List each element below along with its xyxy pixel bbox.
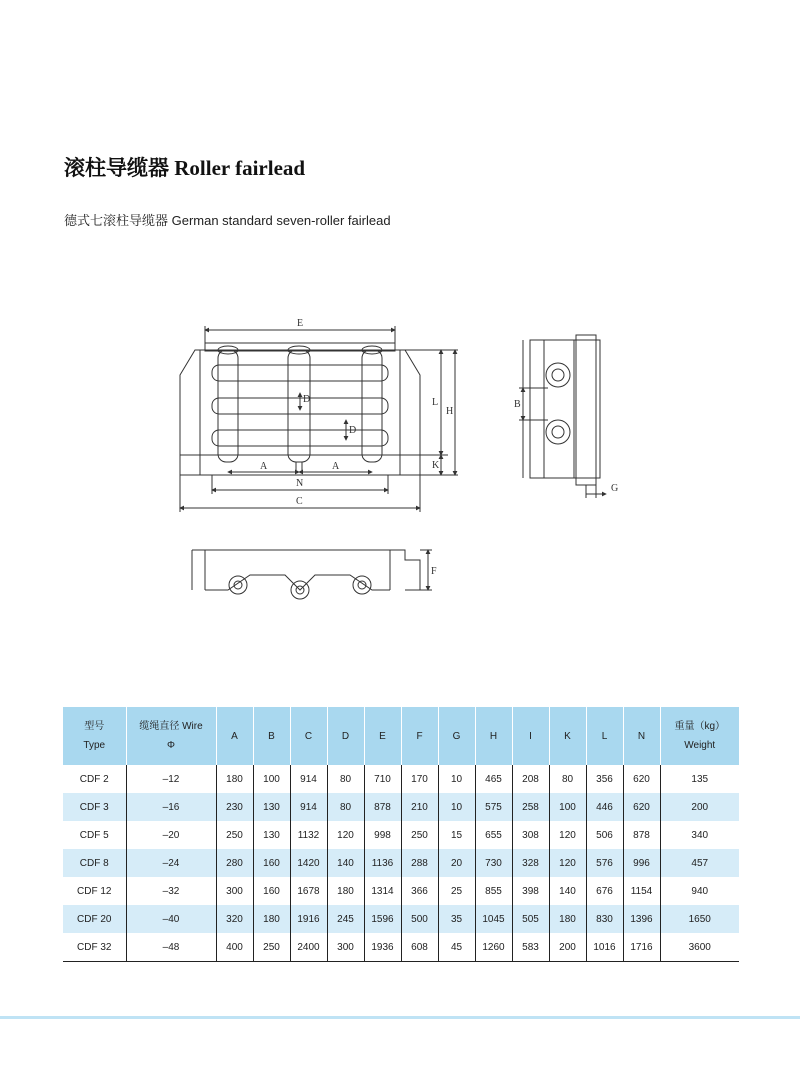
table-cell: 710 xyxy=(364,765,401,793)
table-cell: 180 xyxy=(327,877,364,905)
table-cell: 855 xyxy=(475,877,512,905)
table-cell: 500 xyxy=(401,905,438,933)
table-cell: 1716 xyxy=(623,933,660,962)
table-row xyxy=(63,933,739,962)
column-header xyxy=(438,707,475,765)
label-a-left: A xyxy=(260,461,268,472)
column-header-label: B xyxy=(268,730,275,742)
table-cell: 35 xyxy=(438,905,475,933)
table-row xyxy=(63,905,739,933)
table-cell: 1420 xyxy=(290,849,327,877)
column-header xyxy=(63,707,126,765)
table-cell: 1916 xyxy=(290,905,327,933)
table-cell: 258 xyxy=(512,793,549,821)
table-cell: 245 xyxy=(327,905,364,933)
table-cell: –12 xyxy=(126,765,216,793)
table-cell: 160 xyxy=(253,877,290,905)
table-cell: 250 xyxy=(253,933,290,962)
label-f: F xyxy=(431,566,437,577)
label-n: N xyxy=(296,478,304,489)
table-cell: 80 xyxy=(327,765,364,793)
label-d2: D xyxy=(349,425,357,436)
table-cell: 2400 xyxy=(290,933,327,962)
table-cell: 80 xyxy=(549,765,586,793)
table-cell: 1396 xyxy=(623,905,660,933)
table-cell: 878 xyxy=(364,793,401,821)
column-header-label: D xyxy=(341,730,350,742)
table-cell: 140 xyxy=(549,877,586,905)
column-header xyxy=(126,707,216,765)
table-cell: 170 xyxy=(401,765,438,793)
table-cell: 1136 xyxy=(364,849,401,877)
table-row xyxy=(63,793,739,821)
column-header xyxy=(401,707,438,765)
table-cell: 25 xyxy=(438,877,475,905)
label-h: H xyxy=(446,406,454,417)
table-cell: 120 xyxy=(327,821,364,849)
table-cell: –48 xyxy=(126,933,216,962)
table-cell: 80 xyxy=(327,793,364,821)
table-cell: 620 xyxy=(623,765,660,793)
column-header-label: F xyxy=(416,730,423,742)
bottom-view xyxy=(192,550,432,599)
label-k: K xyxy=(432,460,440,471)
table-cell: 250 xyxy=(401,821,438,849)
table-cell: 45 xyxy=(438,933,475,962)
table-cell: 180 xyxy=(216,765,253,793)
table-cell: 676 xyxy=(586,877,623,905)
column-header-label: I xyxy=(529,730,532,742)
table-cell: 1936 xyxy=(364,933,401,962)
column-header xyxy=(586,707,623,765)
column-header-label: A xyxy=(231,730,238,742)
table-cell: 400 xyxy=(216,933,253,962)
table-cell: –32 xyxy=(126,877,216,905)
label-b: B xyxy=(514,399,521,410)
column-header xyxy=(512,707,549,765)
table-cell: 210 xyxy=(401,793,438,821)
label-l: L xyxy=(432,397,439,408)
column-header-label: K xyxy=(564,730,571,742)
column-header xyxy=(253,707,290,765)
column-header-label: G xyxy=(452,730,461,742)
table-cell: 180 xyxy=(253,905,290,933)
table-cell: 878 xyxy=(623,821,660,849)
footer-line xyxy=(0,1016,800,1019)
column-header xyxy=(623,707,660,765)
table-cell: 1154 xyxy=(623,877,660,905)
table-cell: –40 xyxy=(126,905,216,933)
column-header-label: L xyxy=(601,730,608,742)
table-cell: 505 xyxy=(512,905,549,933)
table-cell: –20 xyxy=(126,821,216,849)
table-cell: 100 xyxy=(253,765,290,793)
table-cell: 130 xyxy=(253,821,290,849)
table-cell: 250 xyxy=(216,821,253,849)
column-header-sublabel: Weight xyxy=(684,740,716,751)
table-row xyxy=(63,849,739,877)
table-row xyxy=(63,821,739,849)
column-header-label: N xyxy=(637,730,646,742)
table-cell: 320 xyxy=(216,905,253,933)
table-cell: –24 xyxy=(126,849,216,877)
table-cell: 830 xyxy=(586,905,623,933)
column-header xyxy=(660,707,739,765)
column-header-sublabel: Type xyxy=(83,740,106,751)
table-cell: CDF 32 xyxy=(63,933,126,962)
table-cell: CDF 5 xyxy=(79,829,109,841)
table-cell: 583 xyxy=(512,933,549,962)
table-cell: –16 xyxy=(126,793,216,821)
label-a-right: A xyxy=(332,461,340,472)
table-cell: 1314 xyxy=(364,877,401,905)
page-title: 滚柱导缆器 Roller fairlead xyxy=(64,156,306,180)
table-cell: 914 xyxy=(290,793,327,821)
table-cell: 280 xyxy=(216,849,253,877)
table-cell: CDF 2 xyxy=(79,773,109,785)
column-header-label: C xyxy=(304,730,313,742)
table-cell: 655 xyxy=(475,821,512,849)
column-header-sublabel: Φ xyxy=(167,740,175,751)
column-header-label: H xyxy=(489,730,498,742)
column-header xyxy=(216,707,253,765)
table-cell: 230 xyxy=(216,793,253,821)
spec-table xyxy=(63,707,739,962)
table-cell: 300 xyxy=(216,877,253,905)
table-cell: CDF 3 xyxy=(63,793,126,821)
column-header-label: 重量（kg） xyxy=(674,721,726,732)
front-view xyxy=(180,326,458,512)
table-cell: CDF 8 xyxy=(63,849,126,877)
label-d: D xyxy=(303,394,311,405)
table-cell: 575 xyxy=(475,793,512,821)
table-header-row xyxy=(63,707,739,765)
table-row xyxy=(63,877,739,905)
table-cell: 130 xyxy=(253,793,290,821)
table-cell: 100 xyxy=(549,793,586,821)
table-cell: 180 xyxy=(549,905,586,933)
table-cell: 208 xyxy=(512,765,549,793)
table-cell: 1132 xyxy=(290,821,327,849)
table-cell: 160 xyxy=(253,849,290,877)
table-cell: 465 xyxy=(475,765,512,793)
table-cell: 1260 xyxy=(475,933,512,962)
table-cell: 914 xyxy=(290,765,327,793)
table-cell: 10 xyxy=(438,765,475,793)
label-c: C xyxy=(296,496,303,507)
table-row xyxy=(63,765,739,793)
table-cell: 340 xyxy=(660,821,739,849)
table-cell: 457 xyxy=(660,849,739,877)
table-cell: 135 xyxy=(660,765,739,793)
column-header xyxy=(475,707,512,765)
column-header-label: 缆绳直径 Wire xyxy=(139,721,203,732)
table-cell: 398 xyxy=(512,877,549,905)
page-subtitle: 德式七滚柱导缆器 German standard seven-roller fairlead xyxy=(64,213,391,228)
table-cell: 996 xyxy=(623,849,660,877)
table-cell: 366 xyxy=(401,877,438,905)
table-cell: 620 xyxy=(623,793,660,821)
column-header xyxy=(327,707,364,765)
drawing-labels xyxy=(260,318,618,577)
table-cell: 120 xyxy=(549,821,586,849)
table-cell: 1650 xyxy=(660,905,739,933)
table-cell: 1678 xyxy=(290,877,327,905)
column-header xyxy=(290,707,327,765)
table-cell: 328 xyxy=(512,849,549,877)
table-cell: 15 xyxy=(438,821,475,849)
table-cell: 308 xyxy=(512,821,549,849)
table-cell: 200 xyxy=(549,933,586,962)
table-cell: 506 xyxy=(586,821,623,849)
table-cell: 356 xyxy=(586,765,623,793)
side-view xyxy=(519,335,606,498)
table-cell: 300 xyxy=(327,933,364,962)
table-cell: 140 xyxy=(327,849,364,877)
table-cell: 20 xyxy=(438,849,475,877)
table-cell: 200 xyxy=(660,793,739,821)
table-cell: 288 xyxy=(401,849,438,877)
table-cell: 730 xyxy=(475,849,512,877)
table-cell: 576 xyxy=(586,849,623,877)
table-cell: 120 xyxy=(549,849,586,877)
table-cell: 3600 xyxy=(660,933,739,962)
column-header xyxy=(549,707,586,765)
table-cell: 1016 xyxy=(586,933,623,962)
table-cell: 1045 xyxy=(475,905,512,933)
table-body xyxy=(63,765,739,962)
column-header-label: 型号 xyxy=(84,721,105,732)
table-cell: 446 xyxy=(586,793,623,821)
column-header-label: E xyxy=(379,730,386,742)
table-cell: 608 xyxy=(401,933,438,962)
label-g: G xyxy=(611,483,619,494)
table-cell: 940 xyxy=(660,877,739,905)
column-header xyxy=(364,707,401,765)
table-cell: 1596 xyxy=(364,905,401,933)
table-cell: 10 xyxy=(438,793,475,821)
label-e: E xyxy=(297,318,304,329)
table-cell: 998 xyxy=(364,821,401,849)
table-cell: CDF 20 xyxy=(63,905,126,933)
table-cell: CDF 12 xyxy=(77,885,112,897)
